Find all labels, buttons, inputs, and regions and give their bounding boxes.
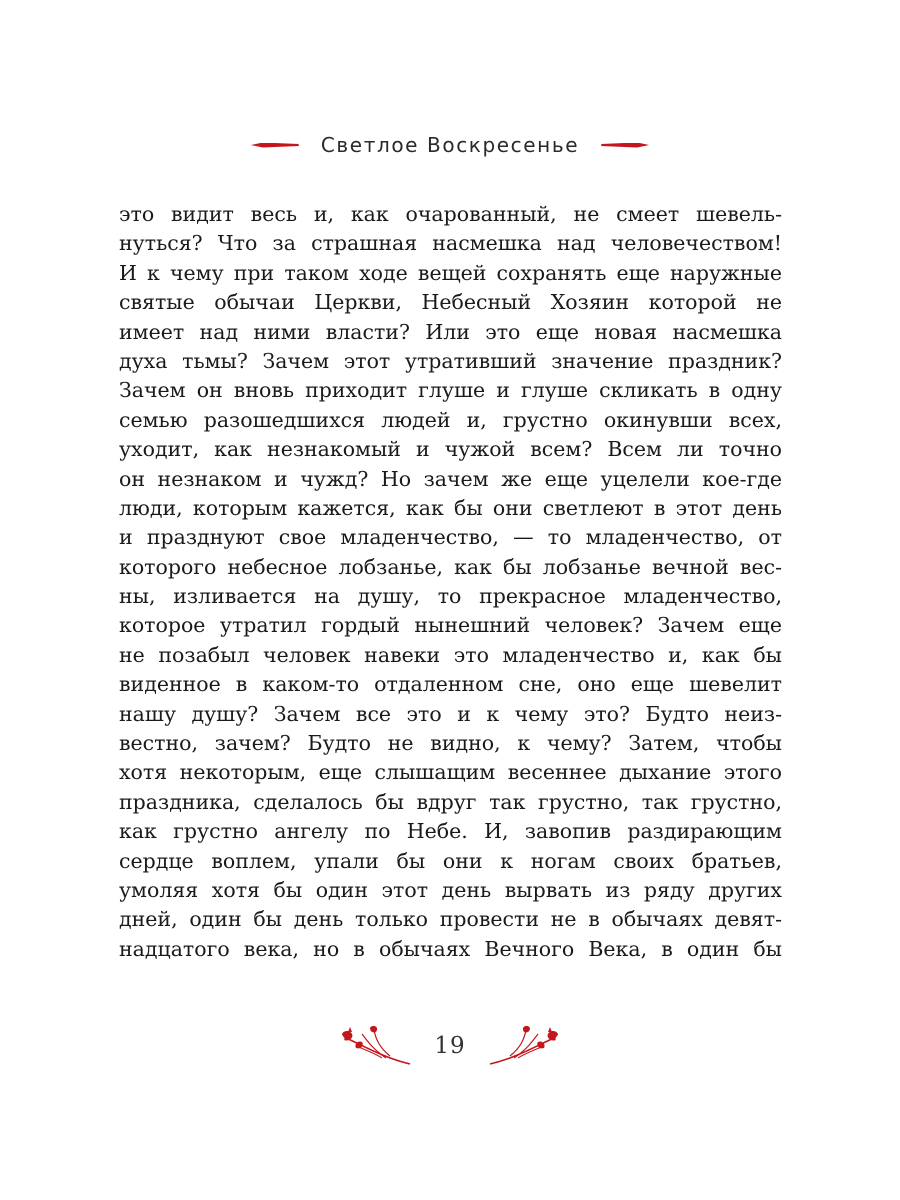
text-line: надцатого века, но в обычаях Вечного Века, в один бы — [119, 936, 782, 961]
floral-sprig-icon — [488, 1024, 560, 1068]
running-title: Светлое Воскресенье — [320, 133, 580, 157]
text-line: и празднуют свое младенчество, — то младенчество, от — [119, 525, 782, 550]
text-line: уходит, как незнакомый и чужой всем? Всем ли точно — [119, 437, 782, 462]
text-line: семью разошедшихся людей и, грустно окинувши всех, — [119, 407, 782, 432]
text-line: святые обычаи Церкви, Небесный Хозяин которой не — [119, 290, 782, 315]
text-line: как грустно ангелу по Небе. И, завопив раздирающим — [119, 819, 782, 844]
text-line: нашу душу? Зачем все это и к чему это? Будто неиз- — [119, 701, 782, 726]
text-line: духа тьмы? Зачем этот утративший значение праздник? — [119, 348, 782, 373]
page-footer — [0, 1022, 900, 1070]
text-line: это видит весь и, как очарованный, не смеет шевель- — [119, 202, 782, 226]
right-dash-ornament — [601, 143, 649, 148]
running-header — [0, 130, 900, 160]
text-line: сердце воплем, упали бы они к ногам своих братьев, — [119, 848, 782, 873]
text-line: нуться? Что за страшная насмешка над человечеством! — [119, 231, 782, 256]
text-line: он незнаком и чужд? Но зачем же еще уцелели кое-где — [119, 466, 782, 491]
text-line: И к чему при таком ходе вещей сохранять еще наружные — [119, 260, 782, 285]
text-line: имеет над ними власти? Или это еще новая насмешка — [119, 319, 782, 344]
text-line: которое утратил гордый нынешний человек? Зачем еще — [119, 613, 782, 638]
text-line: не позабыл человек навеки это младенчество и, как бы — [119, 642, 782, 667]
body-text — [119, 200, 782, 964]
text-line: праздника, сделалось бы вдруг так грустно, так грустно, — [119, 789, 782, 814]
text-line: которого небесное лобзанье, как бы лобзанье вечной вес- — [119, 554, 782, 579]
text-line: умоляя хотя бы один этот день вырвать из ряду других — [119, 877, 782, 902]
text-line: виденное в каком-то отдаленном сне, оно еще шевелит — [119, 672, 782, 697]
page-number: 19 — [434, 1033, 466, 1059]
text-line: вестно, зачем? Будто не видно, к чему? Затем, чтобы — [119, 731, 782, 756]
text-line: дней, один бы день только провести не в обычаях девят- — [119, 907, 782, 932]
text-line: люди, которым кажется, как бы они светлеют в этот день — [119, 495, 782, 520]
text-line: ны, изливается на душу, то прекрасное младенчество, — [119, 584, 782, 609]
text-line: хотя некоторым, еще слышащим весеннее дыхание этого — [119, 760, 782, 785]
floral-sprig-icon — [340, 1024, 412, 1068]
left-dash-ornament — [251, 143, 299, 148]
text-line: Зачем он вновь приходит глуше и глуше скликать в одну — [119, 378, 782, 403]
